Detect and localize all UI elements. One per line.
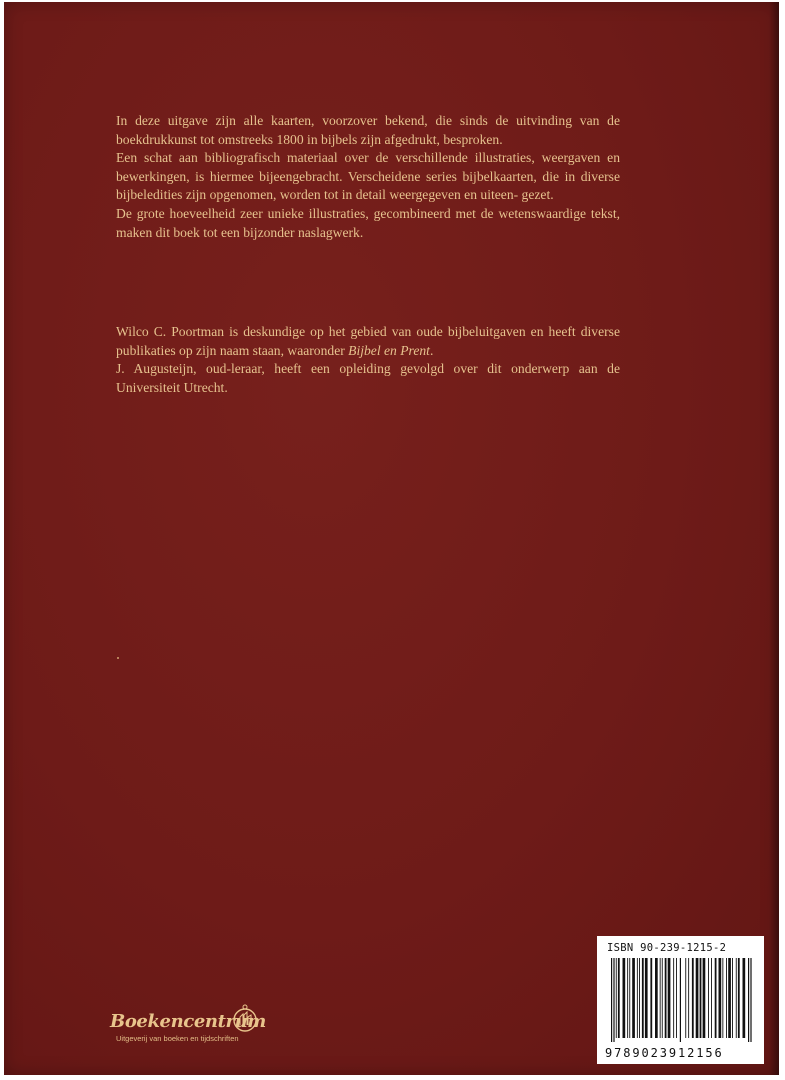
barcode-bar xyxy=(750,958,751,1042)
barcode-bar xyxy=(732,958,733,1038)
description-paragraph: De grote hoeveelheid zeer unieke illustraties, gecombineerd met de wetenswaardige tekst, maken dit boek tot een bijzonder naslagwerk. xyxy=(116,205,620,240)
barcode-bar xyxy=(613,958,614,1042)
author-bio-end: . xyxy=(429,342,434,358)
barcode-bar xyxy=(639,958,640,1038)
author-bio-text: Wilco C. Poortman is deskundige op het gebied van oude bijbeluitgaven en heeft diverse publikaties op zijn naam staan, waaronder xyxy=(116,324,620,358)
barcode-bar xyxy=(637,958,638,1038)
barcode-bar xyxy=(618,958,620,1038)
barcode-bar xyxy=(623,958,626,1038)
barcode-bar xyxy=(748,958,749,1042)
barcode-bars xyxy=(597,936,764,1064)
description-paragraph: Een schat aan bibliografisch materiaal over de verschillende illustraties, weergaven en bewerkingen, is hiermee bijeengebracht. Verscheidene series bijbelkaarten, die in diverse bijbeledities zijn opgenomen, worden tot in detail weergegeven en uiteen- gezet. xyxy=(116,150,620,203)
barcode-bar xyxy=(660,958,661,1038)
barcode-bar xyxy=(676,958,677,1038)
author-bio-poortman xyxy=(116,323,620,360)
book-title-reference: Bijbel en Prent xyxy=(348,342,430,358)
description-paragraph: In deze uitgave zijn alle kaarten, voorzover bekend, die sinds de uitvinding van de boekdrukkunst tot omstreeks 1800 in bijbels zijn afgedrukt, besproken. xyxy=(116,113,620,147)
barcode-bar xyxy=(703,958,706,1038)
barcode-bar xyxy=(680,958,681,1042)
barcode-bar xyxy=(736,958,737,1038)
barcode-bar xyxy=(668,958,671,1038)
barcode-bar xyxy=(711,958,712,1038)
isbn-barcode xyxy=(597,936,764,1064)
publisher-name: Boekencentrum xyxy=(110,1011,266,1032)
barcode-bar xyxy=(616,958,617,1038)
ean-number: 9789023912156 xyxy=(605,1046,724,1060)
cover-edge-shadow xyxy=(769,2,779,1075)
barcode-bar xyxy=(629,958,630,1038)
barcode-bar xyxy=(645,958,648,1038)
barcode-bar xyxy=(650,958,652,1038)
barcode-bar xyxy=(692,958,694,1038)
barcode-bar xyxy=(627,958,628,1038)
barcode-bar xyxy=(665,958,667,1038)
book-description xyxy=(116,112,620,242)
barcode-bar xyxy=(673,958,674,1038)
barcode-bar xyxy=(662,958,663,1038)
author-bio-augusteijn: J. Augusteijn, oud-leraar, heeft een opleiding gevolgd over dit onderwerp aan de Universiteit Utrecht. xyxy=(116,361,620,395)
barcode-bar xyxy=(719,958,722,1038)
barcode-bar xyxy=(632,958,635,1038)
barcode-bar xyxy=(728,958,731,1038)
barcode-bar xyxy=(696,958,699,1038)
publisher-tagline: Uitgeverij van boeken en tijdschriften xyxy=(116,1034,239,1043)
barcode-bar xyxy=(642,958,644,1038)
barcode-bar xyxy=(726,958,727,1038)
barcode-bar xyxy=(743,958,746,1038)
isbn-number: ISBN 90-239-1215-2 xyxy=(607,942,727,954)
barcode-bar xyxy=(655,958,658,1038)
cover-speck xyxy=(117,657,119,659)
barcode-bar xyxy=(700,958,702,1038)
author-bios xyxy=(116,323,620,397)
barcode-bar xyxy=(738,958,740,1038)
barcode-bar xyxy=(715,958,717,1038)
barcode-bar xyxy=(611,958,612,1042)
barcode-bar xyxy=(708,958,709,1038)
barcode-bar xyxy=(722,958,723,1038)
publisher-emblem-icon xyxy=(230,1003,260,1033)
publisher-logo xyxy=(106,1003,276,1053)
barcode-bar xyxy=(685,958,686,1038)
barcode-bar xyxy=(688,958,689,1038)
